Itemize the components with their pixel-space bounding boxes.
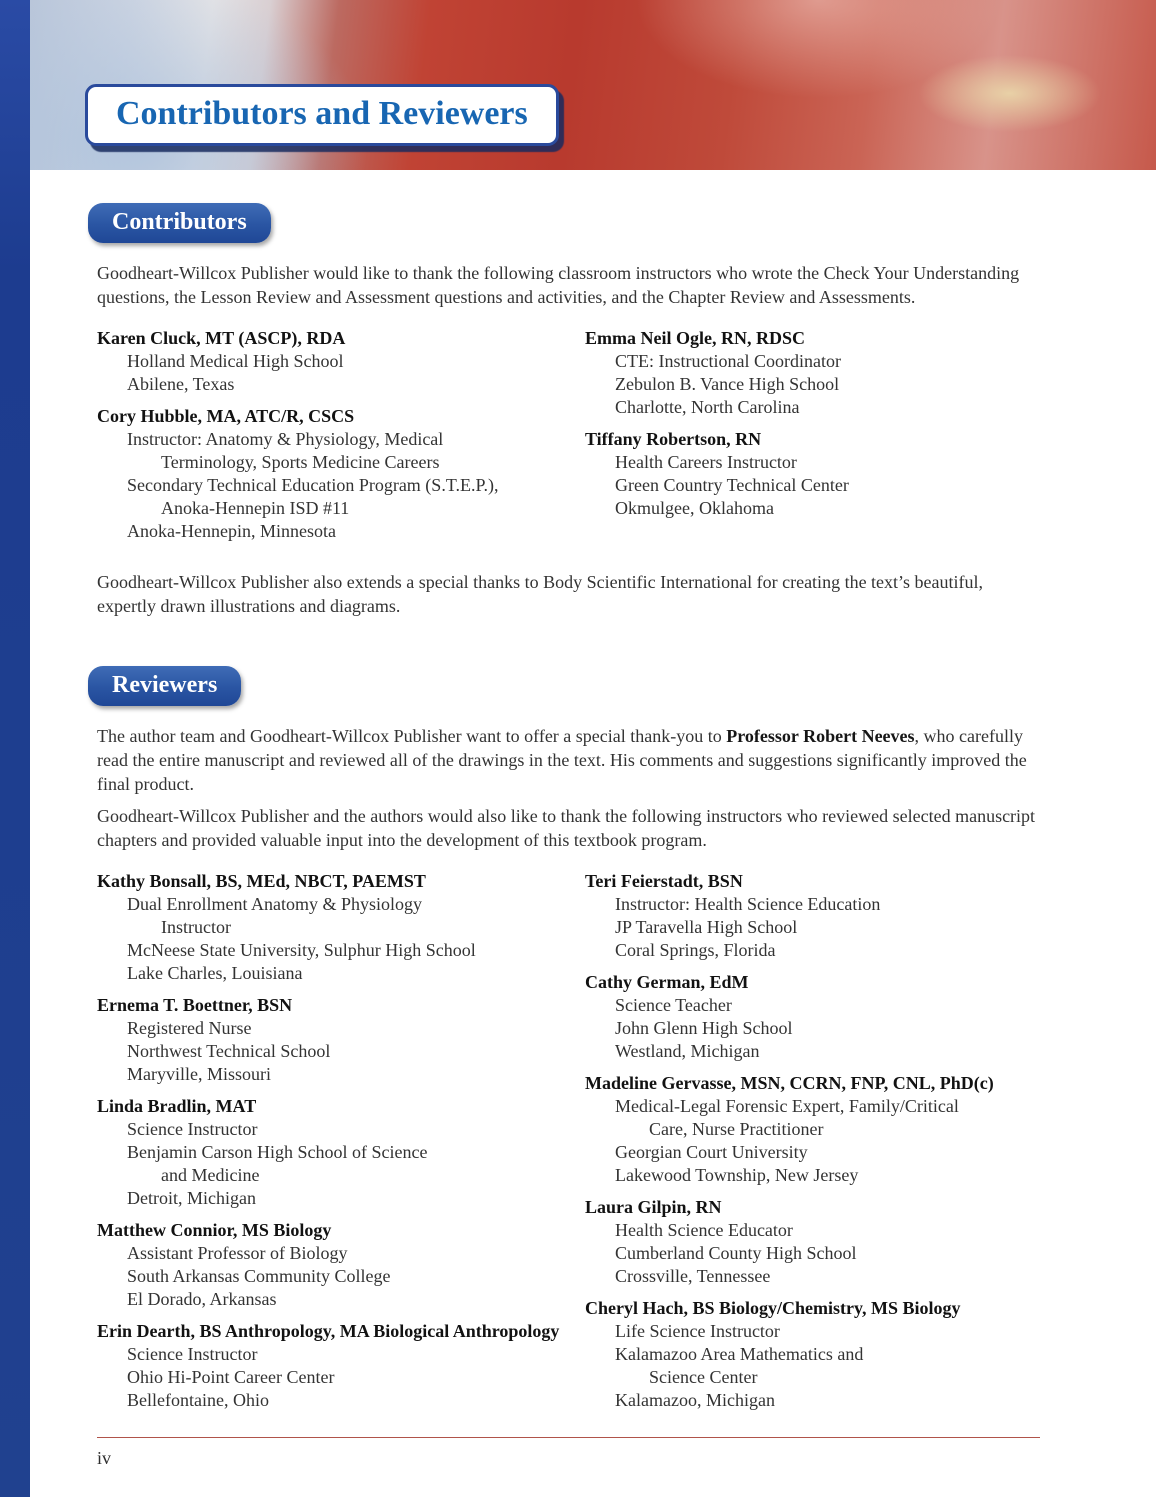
- contributor-detail-line: Green Country Technical Center: [615, 475, 849, 495]
- reviewer-detail-line: John Glenn High School: [615, 1018, 793, 1038]
- reviewers-column-2: [585, 870, 1040, 1421]
- contributor-detail-line: Health Careers Instructor: [615, 452, 797, 472]
- reviewer-entry: [97, 870, 585, 985]
- reviewer-name: Erin Dearth, BS Anthropology, MA Biological Anthropology: [97, 1321, 560, 1341]
- footer-rule: [97, 1437, 1040, 1438]
- contributors-column-2: [585, 327, 1040, 552]
- reviewer-detail-line: Maryville, Missouri: [127, 1064, 271, 1084]
- page-left-accent-bar: [0, 0, 30, 1497]
- banner-image: [30, 0, 1156, 170]
- reviewer-detail-line: Kalamazoo Area Mathematics and: [615, 1344, 864, 1364]
- reviewer-detail-line: Benjamin Carson High School of Science: [127, 1142, 428, 1162]
- reviewer-detail-line: Life Science Instructor: [615, 1321, 780, 1341]
- reviewer-detail-line: Coral Springs, Florida: [615, 940, 776, 960]
- reviewer-entry: [585, 870, 1040, 962]
- reviewer-entry: [97, 1095, 585, 1210]
- reviewer-detail-line: Bellefontaine, Ohio: [127, 1390, 269, 1410]
- reviewer-name: Cathy German, EdM: [585, 972, 749, 992]
- contributor-name: Cory Hubble, MA, ATC/R, CSCS: [97, 406, 355, 426]
- reviewer-detail-line: Instructor: Health Science Education: [615, 894, 881, 914]
- reviewer-detail-line: Lakewood Township, New Jersey: [615, 1165, 859, 1185]
- reviewer-name: Teri Feierstadt, BSN: [585, 871, 743, 891]
- reviewer-detail-line: Science Instructor: [127, 1344, 258, 1364]
- reviewer-entry: [97, 1320, 585, 1412]
- contributor-name: Tiffany Robertson, RN: [585, 429, 762, 449]
- contributor-detail-line: Zebulon B. Vance High School: [615, 374, 840, 394]
- reviewer-entry: [97, 994, 585, 1086]
- reviewers-column-1: [97, 870, 585, 1421]
- reviewer-detail-line: Dual Enrollment Anatomy & Physiology: [127, 894, 422, 914]
- reviewer-detail-line: and Medicine: [161, 1165, 260, 1185]
- reviewer-detail-line: Lake Charles, Louisiana: [127, 963, 303, 983]
- contributors-column-1: [97, 327, 585, 552]
- page-title: Contributors and Reviewers: [116, 95, 528, 132]
- reviewer-detail-line: Science Instructor: [127, 1119, 258, 1139]
- reviewer-detail-line: Westland, Michigan: [615, 1041, 760, 1061]
- reviewer-detail-line: Cumberland County High School: [615, 1243, 857, 1263]
- reviewers-columns: [97, 870, 1040, 1421]
- highlighted-reviewer-name: Professor Robert Neeves: [726, 726, 915, 746]
- reviewer-detail-line: Crossville, Tennessee: [615, 1266, 771, 1286]
- contributor-name: Emma Neil Ogle, RN, RDSC: [585, 328, 805, 348]
- contributor-detail-line: Anoka-Hennepin, Minnesota: [127, 521, 336, 541]
- contributor-name: Karen Cluck, MT (ASCP), RDA: [97, 328, 346, 348]
- reviewer-detail-line: Instructor: [161, 917, 231, 937]
- contributors-outro: Goodheart-Willcox Publisher also extends a special thanks to Body Scientific International for creating the text’s beautiful, expertly drawn illustrations and diagrams.: [97, 572, 984, 616]
- contributor-detail-line: Anoka-Hennepin ISD #11: [161, 498, 350, 518]
- reviewer-name: Linda Bradlin, MAT: [97, 1096, 257, 1116]
- contributors-intro: Goodheart-Willcox Publisher would like to thank the following classroom instructors who wrote the Check Your Understanding questions, the Lesson Review and Assessment questions and activities, and the Chapter Review and Assessments.: [97, 263, 1020, 307]
- reviewers-intro-2: Goodheart-Willcox Publisher and the authors would also like to thank the following instructors who reviewed selected manuscript chapters and provided valuable input into the development of this textbook program.: [97, 806, 1036, 850]
- reviewers-intro-1: [97, 724, 1040, 796]
- reviewer-entry: [585, 1196, 1040, 1288]
- reviewer-detail-line: Science Center: [649, 1367, 758, 1387]
- contributor-detail-line: Instructor: Anatomy & Physiology, Medical: [127, 429, 444, 449]
- reviewer-entry: [585, 1072, 1040, 1187]
- contributors-columns: [97, 327, 1040, 552]
- reviewer-detail-line: El Dorado, Arkansas: [127, 1289, 277, 1309]
- reviewer-detail-line: Health Science Educator: [615, 1220, 793, 1240]
- contributor-detail-line: Charlotte, North Carolina: [615, 397, 800, 417]
- reviewer-detail-line: Assistant Professor of Biology: [127, 1243, 348, 1263]
- reviewer-entry: [585, 1297, 1040, 1412]
- reviewer-detail-line: McNeese State University, Sulphur High School: [127, 940, 476, 960]
- reviewer-detail-line: South Arkansas Community College: [127, 1266, 391, 1286]
- reviewer-entry: [585, 971, 1040, 1063]
- reviewer-detail-line: Northwest Technical School: [127, 1041, 331, 1061]
- reviewer-name: Cheryl Hach, BS Biology/Chemistry, MS Biology: [585, 1298, 961, 1318]
- reviewer-detail-line: Medical-Legal Forensic Expert, Family/Critical: [615, 1096, 959, 1116]
- contributor-detail-line: Secondary Technical Education Program (S.T.E.P.),: [127, 475, 499, 495]
- reviewer-detail-line: Georgian Court University: [615, 1142, 808, 1162]
- reviewer-detail-line: Ohio Hi-Point Career Center: [127, 1367, 335, 1387]
- contributor-detail-line: Holland Medical High School: [127, 351, 344, 371]
- reviewers-intro-1-pre: The author team and Goodheart-Willcox Publisher want to offer a special thank-you to: [97, 726, 727, 746]
- section-badge-reviewers: Reviewers: [88, 666, 241, 706]
- contributor-detail-line: Terminology, Sports Medicine Careers: [161, 452, 440, 472]
- reviewer-detail-line: Registered Nurse: [127, 1018, 252, 1038]
- page-footer: [97, 1437, 1040, 1469]
- contributor-entry: [97, 405, 585, 543]
- page-content: [97, 170, 1040, 1421]
- contributor-entry: [585, 327, 1040, 419]
- contributor-entry: [585, 428, 1040, 520]
- reviewer-detail-line: JP Taravella High School: [615, 917, 798, 937]
- reviewer-detail-line: Detroit, Michigan: [127, 1188, 256, 1208]
- page-title-box: [85, 84, 559, 146]
- section-badge-contributors: Contributors: [88, 203, 271, 243]
- reviewer-name: Matthew Connior, MS Biology: [97, 1220, 332, 1240]
- reviewers-intro-1-post: , who carefully read the entire manuscript and reviewed all of the drawings in the text. His comments and suggestions significantly improved the final product.: [97, 726, 1027, 794]
- reviewer-name: Laura Gilpin, RN: [585, 1197, 722, 1217]
- contributor-detail-line: Okmulgee, Oklahoma: [615, 498, 774, 518]
- contributor-detail-line: CTE: Instructional Coordinator: [615, 351, 841, 371]
- reviewer-detail-line: Care, Nurse Practitioner: [649, 1119, 824, 1139]
- reviewer-detail-line: Kalamazoo, Michigan: [615, 1390, 775, 1410]
- reviewer-entry: [97, 1219, 585, 1311]
- contributor-entry: [97, 327, 585, 396]
- page-number: iv: [97, 1448, 112, 1468]
- reviewer-name: Madeline Gervasse, MSN, CCRN, FNP, CNL, PhD(c): [585, 1073, 994, 1093]
- contributor-detail-line: Abilene, Texas: [127, 374, 235, 394]
- reviewer-detail-line: Science Teacher: [615, 995, 732, 1015]
- reviewer-name: Ernema T. Boettner, BSN: [97, 995, 293, 1015]
- reviewer-name: Kathy Bonsall, BS, MEd, NBCT, PAEMST: [97, 871, 426, 891]
